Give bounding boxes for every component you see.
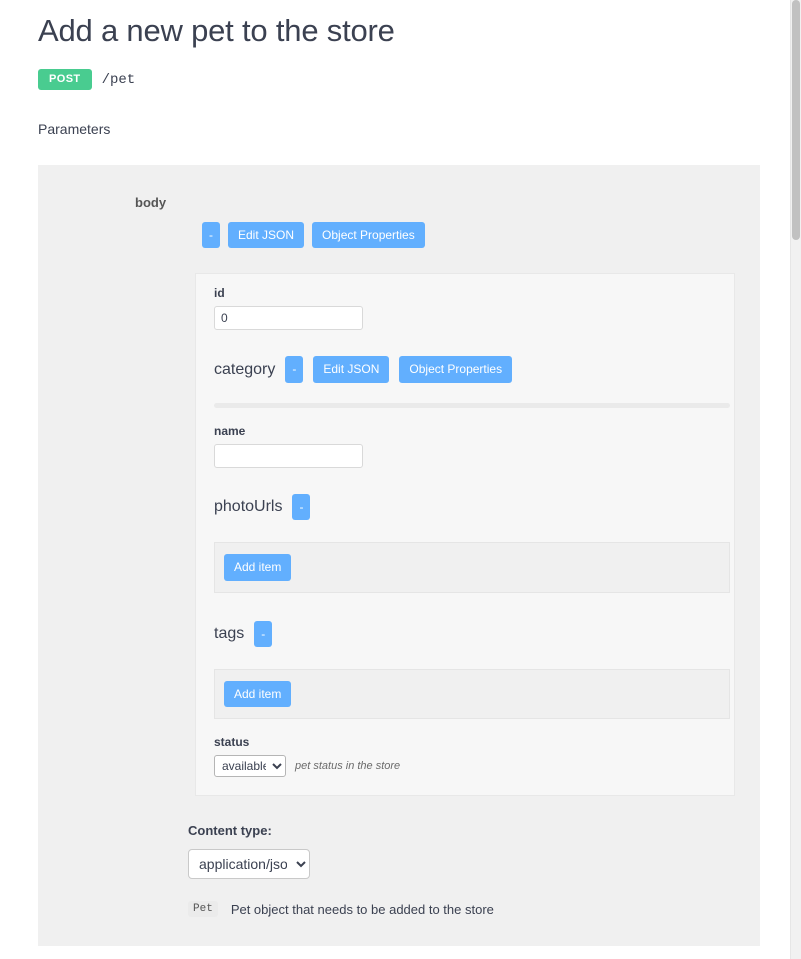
status-select[interactable] [214, 755, 286, 777]
tags-add-item-button[interactable]: Add item [224, 681, 291, 707]
content-type-select[interactable] [188, 849, 310, 879]
category-empty-body [214, 403, 730, 408]
photourls-add-item-button[interactable]: Add item [224, 554, 291, 580]
body-collapse-button[interactable]: - [202, 222, 220, 248]
tags-items-container [214, 669, 730, 719]
body-edit-json-button[interactable]: Edit JSON [228, 222, 304, 248]
status-hint: pet status in the store [295, 760, 401, 773]
model-name-chip: Pet [188, 901, 218, 917]
body-description-text: Pet object that needs to be added to the store [230, 901, 494, 917]
body-description-row [188, 901, 760, 917]
status-field-label: status [214, 735, 250, 750]
parameters-heading: Parameters [38, 121, 111, 137]
content-type-group [188, 823, 760, 879]
tags-label: tags [214, 624, 245, 642]
photourls-label: photoUrls [214, 497, 283, 515]
id-input[interactable] [214, 306, 363, 330]
category-object-properties-button[interactable]: Object Properties [399, 356, 512, 382]
photourls-items-container [214, 542, 730, 592]
tags-row [214, 621, 720, 647]
name-field-label: name [214, 423, 246, 438]
body-param-toolbar [202, 222, 760, 248]
body-param-label: body [135, 195, 167, 210]
photourls-row [214, 494, 720, 520]
page-scrollbar-track[interactable] [790, 0, 801, 959]
parameters-panel [38, 165, 760, 946]
operation-summary [38, 69, 760, 90]
photourls-collapse-button[interactable]: - [292, 494, 310, 520]
category-label: category [214, 360, 276, 378]
category-edit-json-button[interactable]: Edit JSON [313, 356, 389, 382]
id-field-label: id [214, 286, 225, 301]
http-method-badge: POST [38, 69, 92, 90]
tags-collapse-button[interactable]: - [254, 621, 272, 647]
schema-editor [195, 273, 735, 796]
content-type-label: Content type: [188, 823, 272, 839]
category-row [214, 356, 720, 382]
page-title: Add a new pet to the store [38, 13, 395, 48]
status-block [214, 735, 720, 777]
status-row [214, 755, 720, 777]
body-object-properties-button[interactable]: Object Properties [312, 222, 425, 248]
name-input[interactable] [214, 444, 363, 468]
endpoint-path: /pet [101, 71, 136, 88]
page-scrollbar-thumb[interactable] [792, 0, 800, 240]
category-collapse-button[interactable]: - [285, 356, 303, 382]
